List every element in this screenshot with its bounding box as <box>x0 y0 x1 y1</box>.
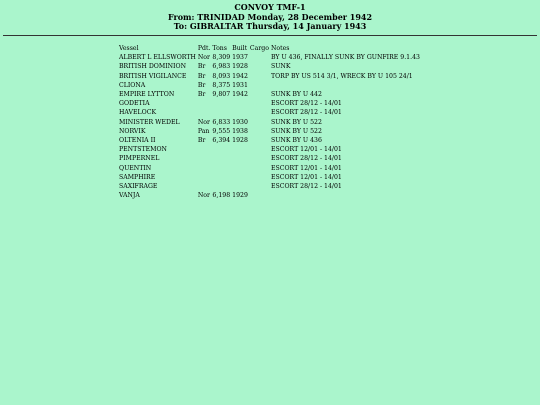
cell-flag: Br <box>197 91 206 99</box>
cell-built: 1928 <box>232 137 248 145</box>
cell-built <box>231 164 249 173</box>
cell-tons: 6,198 <box>212 192 231 200</box>
cell-vessel: PIMPERNEL <box>119 155 160 163</box>
cell-cargo <box>249 164 270 173</box>
table-row <box>118 173 421 182</box>
cell-notes: SUNK BY U 522 <box>270 118 322 126</box>
cell-notes: SUNK BY U 522 <box>270 127 322 135</box>
cell-notes: ESCORT 28/12 - 14/01 <box>270 155 342 163</box>
table-row <box>118 99 421 108</box>
cell-built: 1930 <box>232 118 248 126</box>
cell-tons: 9,555 <box>212 127 231 135</box>
table-body <box>118 53 421 200</box>
cell-vessel: NORVIK <box>119 127 146 135</box>
cell-flag: Nor <box>197 54 210 62</box>
cell-flag <box>197 173 212 182</box>
table-row <box>118 81 421 90</box>
cell-vessel: BRITISH VIGILANCE <box>119 72 187 80</box>
table-row <box>118 62 421 71</box>
cell-tons <box>211 164 231 173</box>
table-row <box>118 90 421 99</box>
cell-flag: Pan <box>197 127 210 135</box>
cell-cargo <box>249 90 270 99</box>
cell-cargo <box>249 145 270 154</box>
convoy-title: CONVOY TMF-1 <box>234 2 306 12</box>
cell-tons: 8,375 <box>212 81 231 89</box>
cell-flag <box>197 145 212 154</box>
table-row <box>118 182 421 191</box>
cell-built <box>231 173 249 182</box>
cell-tons <box>211 145 231 154</box>
table-row <box>118 154 421 163</box>
cell-tons: 8,093 <box>212 72 231 80</box>
cell-vessel: QUENTIN <box>119 164 152 172</box>
col-cargo: Cargo <box>249 45 269 52</box>
cell-tons: 6,833 <box>212 118 231 126</box>
table-row <box>118 191 421 200</box>
cell-cargo <box>249 173 270 182</box>
col-vessel: Vessel <box>119 45 139 52</box>
cell-cargo <box>249 154 270 163</box>
cell-cargo <box>249 127 270 136</box>
cell-cargo <box>249 53 270 62</box>
cell-built <box>231 99 249 108</box>
cell-tons <box>211 154 231 163</box>
cell-built <box>231 154 249 163</box>
cell-vessel: EMPIRE LYTTON <box>119 91 175 99</box>
cell-notes: ESCORT 28/12 - 14/01 <box>270 109 342 117</box>
table-row <box>118 136 421 145</box>
cell-built: 1929 <box>232 192 248 200</box>
cell-cargo <box>249 99 270 108</box>
cell-notes: ESCORT 12/01 - 14/01 <box>270 146 342 154</box>
cell-flag: Br <box>197 63 206 71</box>
cell-built: 1937 <box>232 54 248 62</box>
cell-notes: TORP BY US 514 3/1, WRECK BY U 105 24/1 <box>270 72 413 80</box>
convoy-table <box>118 44 421 200</box>
cell-built <box>231 145 249 154</box>
cell-cargo <box>249 136 270 145</box>
convoy-from: From: TRINIDAD Monday, 28 December 1942 <box>167 11 373 22</box>
table-row <box>118 164 421 173</box>
cell-cargo <box>249 118 270 127</box>
cell-notes: ESCORT 12/01 - 14/01 <box>270 173 342 181</box>
cell-built <box>231 182 249 191</box>
cell-tons: 8,309 <box>212 54 231 62</box>
cell-tons <box>211 99 231 108</box>
cell-built: 1931 <box>232 81 248 89</box>
cell-vessel: MINISTER WEDEL <box>119 118 180 126</box>
col-built: Built <box>232 45 248 52</box>
cell-cargo <box>249 81 270 90</box>
header-row <box>118 44 421 53</box>
cell-flag <box>197 99 212 108</box>
table-row <box>118 72 421 81</box>
cell-tons <box>211 108 231 117</box>
cell-flag: Nor <box>197 118 210 126</box>
cell-cargo <box>249 72 270 81</box>
cell-vessel: BRITISH DOMINION <box>119 63 186 71</box>
cell-flag <box>197 182 212 191</box>
cell-notes: SUNK BY U 442 <box>270 91 322 99</box>
cell-cargo <box>249 108 270 117</box>
cell-flag <box>197 164 212 173</box>
cell-flag: Br <box>197 72 206 80</box>
cell-built: 1942 <box>232 91 248 99</box>
cell-notes: SUNK <box>270 63 291 71</box>
cell-tons: 9,807 <box>212 91 231 99</box>
cell-tons: 6,394 <box>212 137 231 145</box>
convoy-to: To: GIBRALTAR Thursday, 14 January 1943 <box>173 21 367 31</box>
cell-cargo <box>249 182 270 191</box>
table-row <box>118 53 421 62</box>
cell-vessel: ALBERT L ELLSWORTH <box>119 54 196 62</box>
cell-flag: Nor <box>197 192 210 200</box>
cell-built: 1938 <box>232 127 248 135</box>
cell-built: 1942 <box>232 72 248 80</box>
cell-notes: BY U 436, FINALLY SUNK BY GUNFIRE 9.1.43 <box>270 54 420 62</box>
cell-tons: 6,983 <box>212 63 231 71</box>
cell-built <box>231 108 249 117</box>
col-tons: Tons <box>212 45 227 52</box>
cell-vessel: OLTENIA II <box>119 137 156 145</box>
cell-vessel: CLIONA <box>119 81 146 89</box>
cell-vessel: PENTSTEMON <box>119 146 167 154</box>
table-row <box>118 118 421 127</box>
cell-flag: Br <box>197 137 206 145</box>
cell-vessel: SAXIFRAGE <box>119 183 158 191</box>
table-row <box>118 127 421 136</box>
cell-notes: ESCORT 12/01 - 14/01 <box>270 164 342 172</box>
col-flag: Pdt. <box>197 45 211 52</box>
cell-notes: ESCORT 28/12 - 14/01 <box>270 183 342 191</box>
cell-vessel: HAVELOCK <box>119 109 157 117</box>
table-row <box>118 108 421 117</box>
table-header <box>118 44 421 53</box>
cell-vessel: GODETIA <box>119 100 150 108</box>
cell-tons <box>211 173 231 182</box>
cell-flag: Br <box>197 81 206 89</box>
cell-notes <box>270 191 421 200</box>
cell-tons <box>211 182 231 191</box>
cell-notes: ESCORT 28/12 - 14/01 <box>270 100 342 108</box>
cell-flag <box>197 108 212 117</box>
table-row <box>118 145 421 154</box>
cell-flag <box>197 154 212 163</box>
header-divider <box>3 35 537 36</box>
col-notes: Notes <box>270 45 290 52</box>
cell-built: 1928 <box>232 63 248 71</box>
cell-cargo <box>249 191 270 200</box>
cell-notes: SUNK BY U 436 <box>270 137 322 145</box>
cell-cargo <box>249 62 270 71</box>
cell-vessel: VANJA <box>119 192 140 200</box>
page-header <box>0 0 540 32</box>
cell-vessel: SAMPHIRE <box>119 173 156 181</box>
cell-notes <box>270 81 421 90</box>
